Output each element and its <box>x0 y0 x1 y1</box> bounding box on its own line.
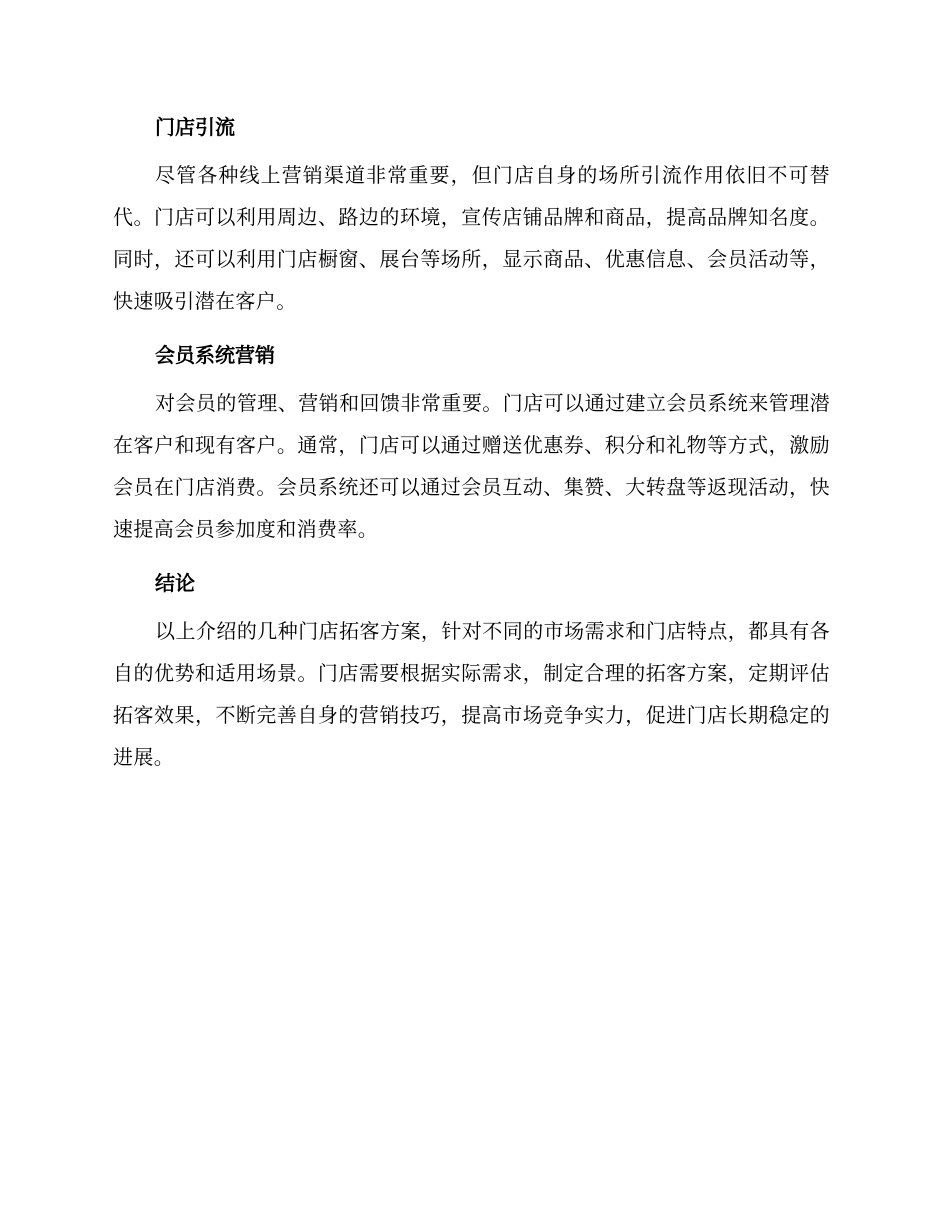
section-conclusion <box>113 562 830 778</box>
section-paragraph: 对会员的管理、营销和回馈非常重要。门店可以通过建立会员系统来管理潜在客户和现有客户。通常，门店可以通过赠送优惠券、积分和礼物等方式，激励会员在门店消费。会员系统还可以通过会员互动、集赞、大转盘等返现活动，快速提高会员参加度和消费率。 <box>113 391 830 541</box>
section-paragraph: 以上介绍的几种门店拓客方案，针对不同的市场需求和门店特点，都具有各自的优势和适用场景。门店需要根据实际需求，制定合理的拓客方案，定期评估拓客效果，不断完善自身的营销技巧，提高市场竞争实力，促进门店长期稳定的进展。 <box>113 619 830 769</box>
section-member-marketing <box>113 334 830 550</box>
section-heading: 门店引流 <box>155 115 235 139</box>
section-heading: 会员系统营销 <box>155 343 275 367</box>
section-paragraph: 尽管各种线上营销渠道非常重要，但门店自身的场所引流作用依旧不可替代。门店可以利用周边、路边的环境，宣传店铺品牌和商品，提高品牌知名度。同时，还可以利用门店橱窗、展台等场所，显示商品、优惠信息、会员活动等，快速吸引潜在客户。 <box>113 163 830 313</box>
document-page <box>113 106 830 790</box>
section-store-traffic <box>113 106 830 322</box>
section-heading: 结论 <box>155 571 195 595</box>
